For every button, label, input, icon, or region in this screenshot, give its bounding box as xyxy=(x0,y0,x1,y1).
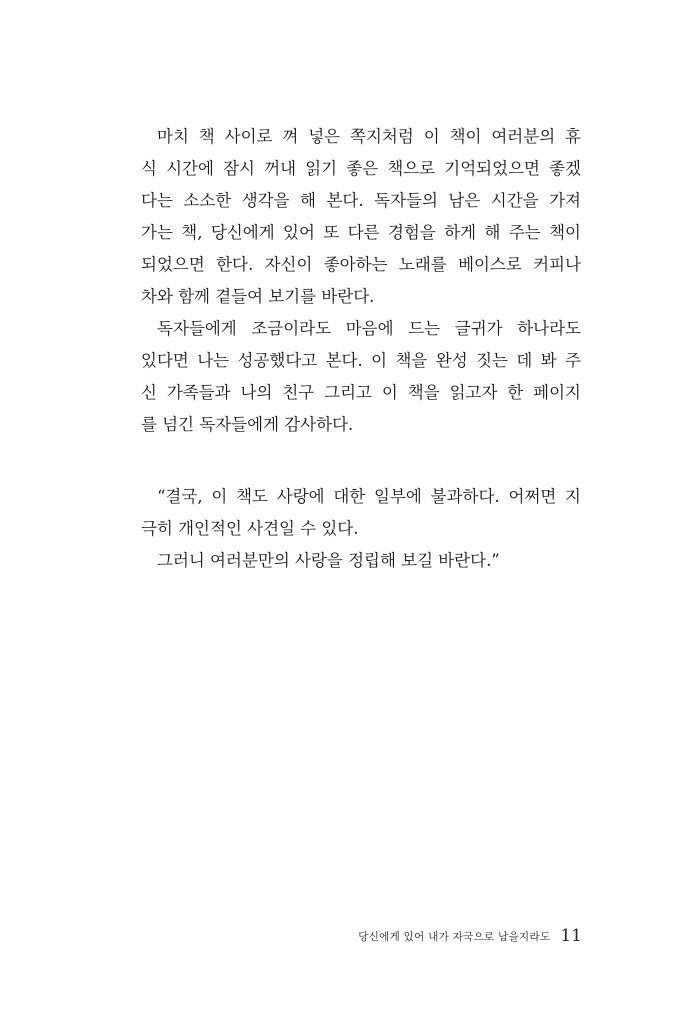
text-line: 를 넘긴 독자들에게 감사하다. xyxy=(141,415,354,434)
paragraph xyxy=(141,313,581,441)
text-line: 되었으면 한다. 자신이 좋아하는 노래를 베이스로 커피나 xyxy=(141,255,581,274)
running-title: 당신에게 있어 내가 자국으로 남을지라도 xyxy=(358,930,551,943)
text-line: 식 시간에 잠시 꺼내 읽기 좋은 책으로 기억되었으면 좋겠 xyxy=(141,159,581,178)
page-footer xyxy=(358,918,582,954)
text-line: 마치 책 사이로 껴 넣은 쪽지처럼 이 책이 여러분의 휴 xyxy=(157,127,581,146)
paragraph-gap xyxy=(141,441,581,481)
paragraph xyxy=(141,121,581,313)
text-line: 신 가족들과 나의 친구 그리고 이 책을 읽고자 한 페이지 xyxy=(141,383,581,402)
body-text xyxy=(141,121,581,577)
text-line: 있다면 나는 성공했다고 본다. 이 책을 완성 짓는 데 봐 주 xyxy=(141,351,581,370)
page-number: 11 xyxy=(560,926,582,946)
quote-paragraph xyxy=(141,545,581,577)
text-line: 다는 소소한 생각을 해 본다. 독자들의 남은 시간을 가져 xyxy=(141,191,581,210)
text-line: 차와 함께 곁들여 보기를 바란다. xyxy=(141,287,375,306)
text-line: “결국, 이 책도 사랑에 대한 일부에 불과하다. 어쩌면 지 xyxy=(157,487,581,506)
text-line: 그러니 여러분만의 사랑을 정립해 보길 바란다.” xyxy=(157,551,500,570)
text-line: 가는 책, 당신에게 있어 또 다른 경험을 하게 해 주는 책이 xyxy=(141,223,581,242)
quote-paragraph xyxy=(141,481,581,545)
text-line: 극히 개인적인 사견일 수 있다. xyxy=(141,519,359,538)
text-line: 독자들에게 조금이라도 마음에 드는 글귀가 하나라도 xyxy=(157,319,581,338)
